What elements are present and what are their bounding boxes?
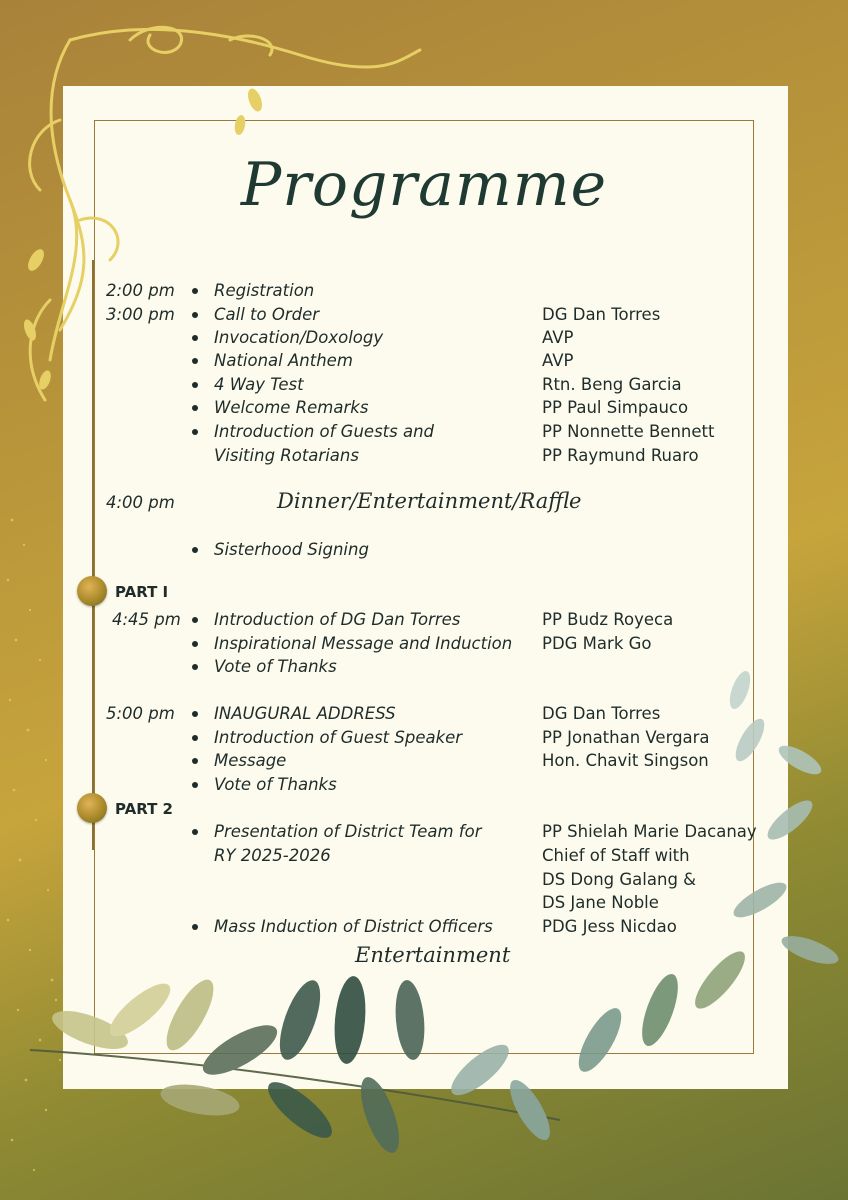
person-name: DG Dan Torres [542, 704, 661, 723]
person-name: PP Budz Royeca [542, 610, 674, 629]
list-item: Registration [214, 281, 315, 300]
list-item: Mass Induction of District Officers [214, 917, 493, 936]
bullet [192, 924, 198, 930]
list-item: INAUGURAL ADDRESS [214, 704, 396, 723]
person-name: DS Jane Noble [542, 893, 659, 912]
time-label: 4:00 pm [106, 493, 175, 512]
list-item: Presentation of District Team for [214, 822, 482, 841]
list-item: Visiting Rotarians [214, 446, 359, 465]
bullet [192, 735, 198, 741]
bullet [192, 335, 198, 341]
list-item: Introduction of DG Dan Torres [214, 610, 461, 629]
bullet [192, 829, 198, 835]
person-name: DG Dan Torres [542, 305, 661, 324]
timeline-line [92, 260, 94, 850]
bullet [192, 405, 198, 411]
time-label: 5:00 pm [106, 704, 175, 723]
list-item: Inspirational Message and Induction [214, 634, 513, 653]
part-label: PART 2 [115, 800, 173, 818]
person-name: PP Shielah Marie Dacanay [542, 822, 757, 841]
list-item: Sisterhood Signing [214, 540, 369, 559]
list-item: 4 Way Test [214, 375, 304, 394]
bullet [192, 664, 198, 670]
list-item: RY 2025-2026 [214, 846, 331, 865]
bullet [192, 758, 198, 764]
person-name: DS Dong Galang & [542, 870, 697, 889]
time-label: 4:45 pm [112, 610, 181, 629]
bullet [192, 547, 198, 553]
time-label: 2:00 pm [106, 281, 175, 300]
bullet [192, 711, 198, 717]
list-item: Introduction of Guests and [214, 422, 435, 441]
part-marker [77, 576, 107, 606]
bullet [192, 312, 198, 318]
list-item: Message [214, 751, 287, 770]
person-name: PP Nonnette Bennett [542, 422, 715, 441]
bullet [192, 782, 198, 788]
bullet [192, 382, 198, 388]
entertainment-heading: Entertainment [355, 943, 511, 967]
person-name: PP Raymund Ruaro [542, 446, 699, 465]
bullet [192, 429, 198, 435]
person-name: AVP [542, 351, 574, 370]
list-item: Vote of Thanks [214, 775, 337, 794]
list-item: Vote of Thanks [214, 657, 337, 676]
bullet [192, 358, 198, 364]
person-name: Chief of Staff with [542, 846, 690, 865]
person-name: PP Paul Simpauco [542, 398, 689, 417]
bullet [192, 641, 198, 647]
inner-frame [94, 120, 754, 1054]
person-name: PP Jonathan Vergara [542, 728, 710, 747]
part-marker [77, 793, 107, 823]
list-item: Welcome Remarks [214, 398, 369, 417]
time-label: 3:00 pm [106, 305, 175, 324]
person-name: AVP [542, 328, 574, 347]
person-name: Rtn. Beng Garcia [542, 375, 682, 394]
part-label: PART I [115, 583, 169, 601]
bullet [192, 617, 198, 623]
person-name: Hon. Chavit Singson [542, 751, 709, 770]
bullet [192, 288, 198, 294]
person-name: PDG Jess Nicdao [542, 917, 677, 936]
list-item: Call to Order [214, 305, 320, 324]
dinner-heading: Dinner/Entertainment/Raffle [277, 489, 582, 513]
list-item: Introduction of Guest Speaker [214, 728, 463, 747]
list-item: National Anthem [214, 351, 353, 370]
list-item: Invocation/Doxology [214, 328, 384, 347]
person-name: PDG Mark Go [542, 634, 652, 653]
page-title: Programme [240, 150, 608, 220]
